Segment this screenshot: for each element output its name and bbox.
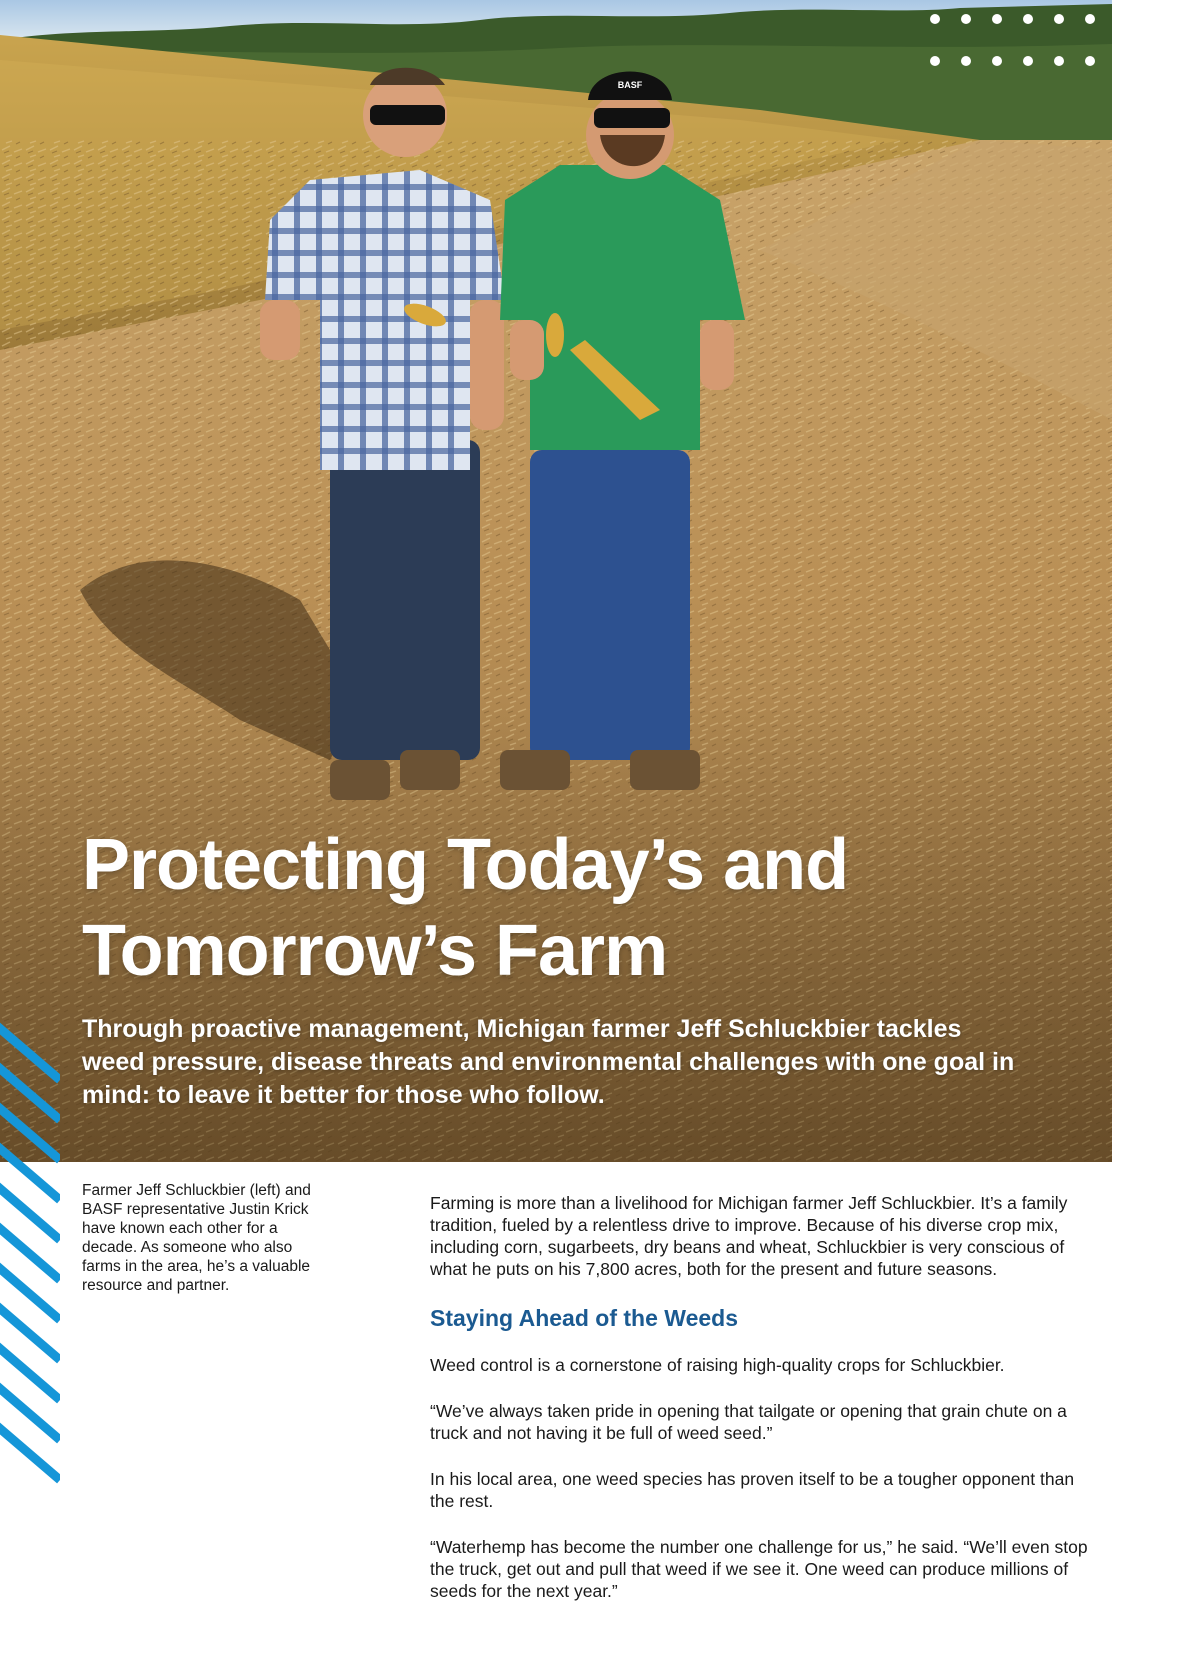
article-body (430, 1192, 1100, 1626)
decorative-dot-grid (930, 14, 1100, 74)
article-paragraph: Weed control is a cornerstone of raising high-quality crops for Schluckbier. (430, 1355, 1005, 1375)
article-paragraph: In his local area, one weed species has proven itself to be a tougher opponent than the rest. (430, 1469, 1075, 1511)
cap-logo: BASF (617, 80, 643, 90)
page-subtitle: Through proactive management, Michigan farmer Jeff Schluckbier tackles weed pressure, disease threats and environmental challenges with one goal in mind: to leave it better for those who follow. (82, 1015, 1015, 1109)
title-line-1: Protecting Today’s and (82, 825, 849, 905)
article-intro: Farming is more than a livelihood for Michigan farmer Jeff Schluckbier. It’s a family tradition, fueled by a relentless drive to improve. Because of his diverse crop mix, including corn, sugarbeets, dry beans and wheat, Schluckbier is very conscious of what he puts on his 7,800 acres, both for the present and future seasons. (430, 1193, 1068, 1279)
article-quote: “We’ve always taken pride in opening that tailgate or opening that grain chute on a truck and not having it be full of weed seed.” (430, 1401, 1067, 1443)
page-title (82, 822, 1042, 994)
article-quote: “Waterhemp has become the number one challenge for us,” he said. “We’ll even stop the truck, get out and pull that weed if we see it. One weed can produce millions of seeds for the next year.” (430, 1537, 1088, 1601)
decorative-blue-stripes (0, 1010, 60, 1500)
photo-caption: Farmer Jeff Schluckbier (left) and BASF representative Justin Krick have known each other for a decade. As someone who also farms in the area, he’s a valuable resource and partner. (82, 1182, 311, 1294)
title-line-2: Tomorrow’s Farm (82, 911, 668, 991)
section-heading: Staying Ahead of the Weeds (430, 1305, 738, 1331)
